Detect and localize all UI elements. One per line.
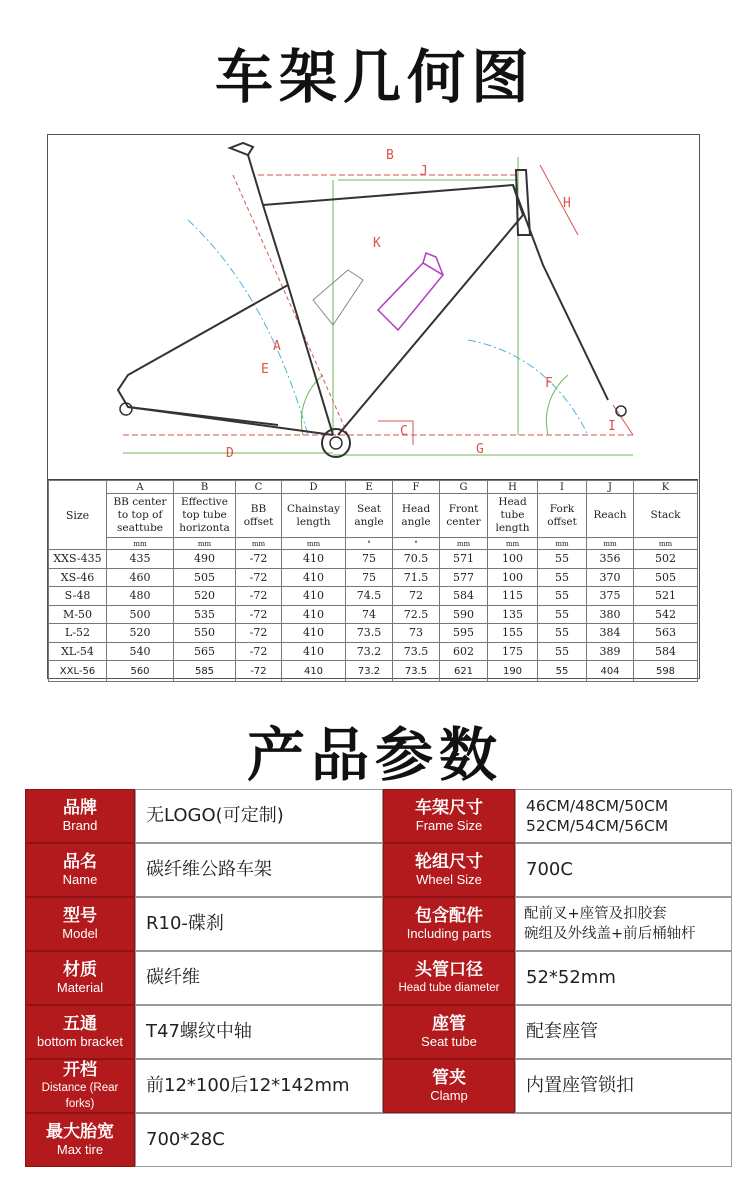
value-cell: 540 — [107, 642, 174, 661]
value-cell: 550 — [174, 624, 236, 643]
model-value: R10-碟刹 — [135, 897, 383, 951]
material-label: 材质 Material — [25, 951, 135, 1005]
value-cell: -72 — [236, 568, 282, 587]
value-cell: 135 — [488, 605, 538, 624]
distance-label: 开档 Distance (Rear forks) — [25, 1059, 135, 1113]
value-cell: 356 — [587, 550, 634, 569]
value-cell: 71.5 — [393, 568, 440, 587]
col-letter: K — [634, 481, 698, 494]
col-unit: ° — [346, 538, 393, 550]
geometry-title: 车架几何图 — [214, 43, 535, 111]
value-cell: 73 — [393, 624, 440, 643]
col-name: BB center to top of seattube — [107, 494, 174, 538]
value-cell: 55 — [538, 624, 587, 643]
value-cell: 410 — [282, 642, 346, 661]
value-cell: 72 — [393, 587, 440, 606]
table-row — [49, 605, 698, 624]
params-table — [25, 789, 732, 1167]
value-cell: 460 — [107, 568, 174, 587]
col-letter: I — [538, 481, 587, 494]
col-unit: mm — [107, 538, 174, 550]
head-tube-label: 头管口径 Head tube diameter — [383, 951, 515, 1005]
dim-label-D: D — [226, 446, 234, 461]
dim-label-K: K — [373, 236, 381, 251]
table-row — [49, 568, 698, 587]
bottom-bracket-label: 五通 bottom bracket — [25, 1005, 135, 1059]
value-cell: 75 — [346, 550, 393, 569]
param-row — [25, 843, 732, 897]
value-cell: 55 — [538, 642, 587, 661]
value-cell: 505 — [174, 568, 236, 587]
col-name: Chainstay length — [282, 494, 346, 538]
dim-label-H: H — [563, 196, 571, 211]
col-letter: C — [236, 481, 282, 494]
size-cell: M-50 — [49, 605, 107, 624]
geometry-table — [48, 480, 698, 682]
col-unit: mm — [440, 538, 488, 550]
value-cell: 410 — [282, 568, 346, 587]
value-cell: 55 — [538, 587, 587, 606]
value-cell: 584 — [440, 587, 488, 606]
value-cell: 584 — [634, 642, 698, 661]
dim-label-I: I — [608, 419, 616, 434]
col-unit: mm — [587, 538, 634, 550]
dim-label-C: C — [400, 424, 408, 439]
param-row — [25, 897, 732, 951]
value-cell: 602 — [440, 642, 488, 661]
value-cell: 480 — [107, 587, 174, 606]
value-cell: 155 — [488, 624, 538, 643]
value-cell: 410 — [282, 661, 346, 682]
value-cell: 73.5 — [393, 661, 440, 682]
value-cell: 55 — [538, 661, 587, 682]
seat-tube-label: 座管 Seat tube — [383, 1005, 515, 1059]
size-cell: XS-46 — [49, 568, 107, 587]
value-cell: 520 — [174, 587, 236, 606]
value-cell: 410 — [282, 624, 346, 643]
value-cell: 565 — [174, 642, 236, 661]
size-cell: XL-54 — [49, 642, 107, 661]
col-unit: ° — [393, 538, 440, 550]
col-letter: J — [587, 481, 634, 494]
table-row — [49, 624, 698, 643]
value-cell: 74.5 — [346, 587, 393, 606]
model-label: 型号 Model — [25, 897, 135, 951]
col-unit: mm — [488, 538, 538, 550]
table-letter-row — [49, 481, 698, 494]
col-name: Effective top tube horizonta — [174, 494, 236, 538]
distance-value: 前12*100后12*142mm — [135, 1059, 383, 1113]
value-cell: 521 — [634, 587, 698, 606]
col-letter: D — [282, 481, 346, 494]
value-cell: 490 — [174, 550, 236, 569]
value-cell: 542 — [634, 605, 698, 624]
value-cell: 190 — [488, 661, 538, 682]
value-cell: 585 — [174, 661, 236, 682]
clamp-label: 管夹 Clamp — [383, 1059, 515, 1113]
dim-label-G: G — [476, 442, 484, 457]
material-value: 碳纤维 — [135, 951, 383, 1005]
value-cell: 598 — [634, 661, 698, 682]
value-cell: -72 — [236, 624, 282, 643]
table-name-row — [49, 494, 698, 538]
param-row — [25, 789, 732, 843]
value-cell: 389 — [587, 642, 634, 661]
value-cell: 560 — [107, 661, 174, 682]
size-cell: L-52 — [49, 624, 107, 643]
value-cell: 500 — [107, 605, 174, 624]
value-cell: 73.2 — [346, 661, 393, 682]
value-cell: 571 — [440, 550, 488, 569]
value-cell: 590 — [440, 605, 488, 624]
value-cell: 410 — [282, 605, 346, 624]
params-title: 产品参数 — [246, 721, 503, 789]
col-name: Head angle — [393, 494, 440, 538]
value-cell: 435 — [107, 550, 174, 569]
dim-label-F: F — [545, 376, 553, 391]
frame-size-value: 46CM/48CM/50CM 52CM/54CM/56CM — [515, 789, 732, 843]
value-cell: 535 — [174, 605, 236, 624]
col-unit: mm — [282, 538, 346, 550]
table-unit-row — [49, 538, 698, 550]
value-cell: 73.5 — [393, 642, 440, 661]
value-cell: 370 — [587, 568, 634, 587]
col-letter: B — [174, 481, 236, 494]
max-tire-label: 最大胎宽 Max tire — [25, 1113, 135, 1167]
dim-label-J: J — [420, 164, 428, 179]
col-letter: A — [107, 481, 174, 494]
value-cell: 75 — [346, 568, 393, 587]
value-cell: 502 — [634, 550, 698, 569]
col-name: Reach — [587, 494, 634, 538]
value-cell: 72.5 — [393, 605, 440, 624]
table-row — [49, 642, 698, 661]
value-cell: 55 — [538, 605, 587, 624]
value-cell: 70.5 — [393, 550, 440, 569]
col-letter: F — [393, 481, 440, 494]
value-cell: 115 — [488, 587, 538, 606]
dim-label-E: E — [261, 362, 269, 377]
value-cell: 410 — [282, 587, 346, 606]
frame-line-drawing — [48, 135, 698, 480]
value-cell: 404 — [587, 661, 634, 682]
size-cell: XXS-435 — [49, 550, 107, 569]
value-cell: -72 — [236, 661, 282, 682]
value-cell: -72 — [236, 605, 282, 624]
frame-size-label: 车架尺寸 Frame Size — [383, 789, 515, 843]
value-cell: 563 — [634, 624, 698, 643]
table-row — [49, 661, 698, 682]
bottom-bracket-value: T47螺纹中轴 — [135, 1005, 383, 1059]
seat-tube-value: 配套座管 — [515, 1005, 732, 1059]
brand-label: 品牌 Brand — [25, 789, 135, 843]
frame-drawing — [48, 135, 698, 480]
dim-label-A: A — [273, 339, 281, 354]
col-name: Front center — [440, 494, 488, 538]
value-cell: 175 — [488, 642, 538, 661]
value-cell: 621 — [440, 661, 488, 682]
size-header: Size — [49, 481, 107, 550]
value-cell: 74 — [346, 605, 393, 624]
brand-value: 无LOGO(可定制) — [135, 789, 383, 843]
value-cell: 577 — [440, 568, 488, 587]
col-name: BB offset — [236, 494, 282, 538]
value-cell: 384 — [587, 624, 634, 643]
col-unit: mm — [174, 538, 236, 550]
value-cell: -72 — [236, 642, 282, 661]
value-cell: 100 — [488, 550, 538, 569]
wheel-size-label: 轮组尺寸 Wheel Size — [383, 843, 515, 897]
param-row — [25, 1113, 732, 1167]
table-row — [49, 550, 698, 569]
value-cell: 380 — [587, 605, 634, 624]
value-cell: 100 — [488, 568, 538, 587]
name-value: 碳纤维公路车架 — [135, 843, 383, 897]
geometry-table-body — [49, 550, 698, 682]
col-name: Stack — [634, 494, 698, 538]
value-cell: 520 — [107, 624, 174, 643]
value-cell: 73.5 — [346, 624, 393, 643]
value-cell: -72 — [236, 587, 282, 606]
col-letter: H — [488, 481, 538, 494]
name-label: 品名 Name — [25, 843, 135, 897]
col-name: Fork offset — [538, 494, 587, 538]
col-name: Head tube length — [488, 494, 538, 538]
col-letter: E — [346, 481, 393, 494]
value-cell: 55 — [538, 550, 587, 569]
geometry-chart — [47, 134, 700, 679]
including-parts-value: 配前叉+座管及扣胶套 碗组及外线盖+前后桶轴杆 — [515, 897, 732, 951]
wheel-size-value: 700C — [515, 843, 732, 897]
size-cell: S-48 — [49, 587, 107, 606]
col-unit: mm — [538, 538, 587, 550]
value-cell: 410 — [282, 550, 346, 569]
size-cell: XXL-56 — [49, 661, 107, 682]
col-unit: mm — [236, 538, 282, 550]
head-tube-value: 52*52mm — [515, 951, 732, 1005]
value-cell: 55 — [538, 568, 587, 587]
param-row — [25, 1059, 732, 1113]
param-row — [25, 951, 732, 1005]
max-tire-value: 700*28C — [135, 1113, 732, 1167]
value-cell: 505 — [634, 568, 698, 587]
dim-label-B: B — [386, 148, 394, 163]
value-cell: 73.2 — [346, 642, 393, 661]
col-letter: G — [440, 481, 488, 494]
clamp-value: 内置座管锁扣 — [515, 1059, 732, 1113]
value-cell: 595 — [440, 624, 488, 643]
param-row — [25, 1005, 732, 1059]
table-row — [49, 587, 698, 606]
including-parts-label: 包含配件 Including parts — [383, 897, 515, 951]
col-name: Seat angle — [346, 494, 393, 538]
value-cell: -72 — [236, 550, 282, 569]
col-unit: mm — [634, 538, 698, 550]
value-cell: 375 — [587, 587, 634, 606]
